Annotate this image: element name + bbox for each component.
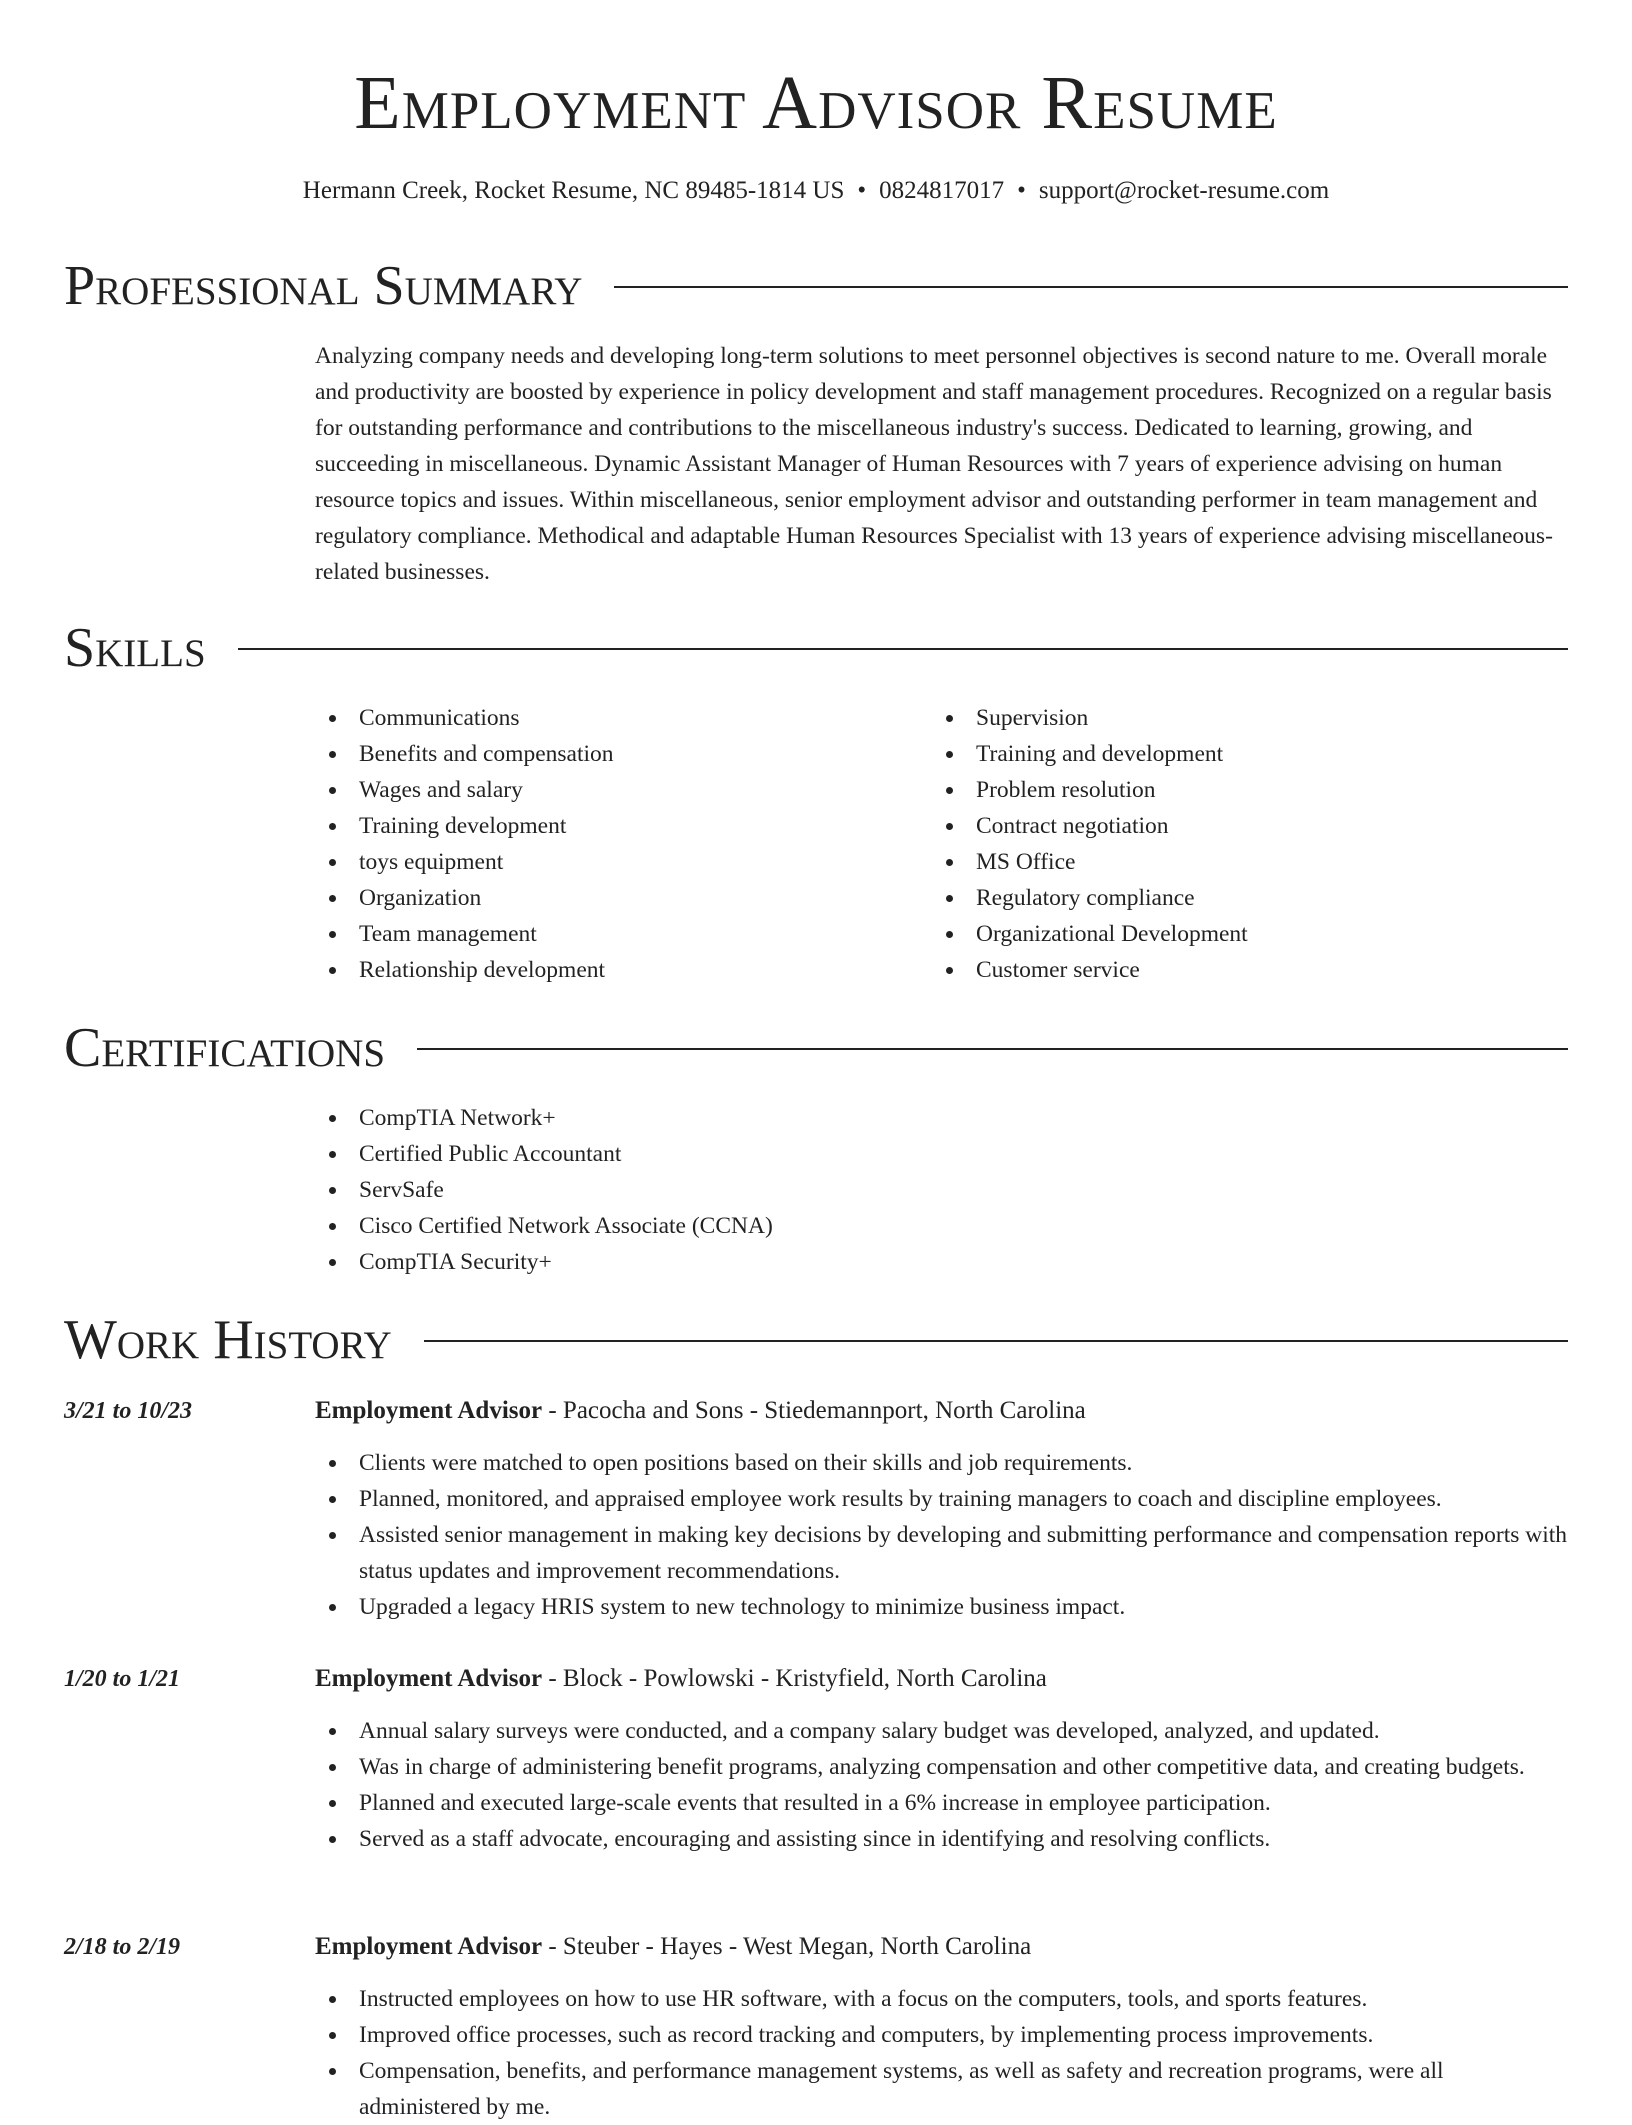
section-divider [417, 1048, 1568, 1050]
bullet-icon [946, 823, 953, 830]
job-bullet: Upgraded a legacy HRIS system to new technology to minimize business impact. [315, 1589, 1568, 1625]
job-company-location: - Pacocha and Sons - Stiedemannport, North Carolina [542, 1397, 1086, 1424]
bullet-icon [329, 1259, 336, 1266]
bullet-icon [329, 1115, 336, 1122]
job-role-line [315, 1929, 1031, 1965]
summary-section-header [64, 254, 1568, 318]
skill-item: Problem resolution [932, 772, 1532, 808]
work-history-section-header [64, 1308, 1568, 1372]
contact-separator: • [1017, 177, 1026, 204]
bullet-icon [329, 1800, 336, 1807]
bullet-icon [329, 1460, 336, 1467]
work-history-heading: Work History [64, 1309, 392, 1371]
bullet-icon [329, 1223, 336, 1230]
job-role-line [315, 1661, 1047, 1697]
bullet-icon [329, 895, 336, 902]
job-dates: 1/20 to 1/21 [64, 1666, 181, 1692]
skill-item: Training development [315, 808, 915, 844]
certification-item: ServSafe [315, 1172, 1215, 1208]
bullet-icon [946, 751, 953, 758]
bullet-icon [329, 1496, 336, 1503]
certification-item: Cisco Certified Network Associate (CCNA) [315, 1208, 1215, 1244]
skills-heading: Skills [64, 617, 206, 679]
contact-phone: 0824817017 [879, 177, 1005, 204]
bullet-icon [946, 967, 953, 974]
job-dates: 2/18 to 2/19 [64, 1934, 181, 1960]
bullet-icon [329, 1764, 336, 1771]
bullet-icon [329, 715, 336, 722]
job-bullet: Planned, monitored, and appraised employee work results by training managers to coach and discipline employees. [315, 1481, 1568, 1517]
job-title: Employment Advisor [315, 1665, 543, 1692]
contact-email: support@rocket-resume.com [1038, 177, 1330, 204]
skill-item: Customer service [932, 952, 1532, 988]
bullet-icon [329, 1836, 336, 1843]
summary-heading: Professional Summary [64, 255, 583, 317]
skill-item: Regulatory compliance [932, 880, 1532, 916]
bullet-icon [329, 1187, 336, 1194]
bullet-icon [329, 967, 336, 974]
skill-item: Organizational Development [932, 916, 1532, 952]
certification-item: Certified Public Accountant [315, 1136, 1215, 1172]
contact-address: Hermann Creek, Rocket Resume, NC 89485-1814 US [302, 177, 845, 204]
skill-item: Wages and salary [315, 772, 915, 808]
job-bullet: Assisted senior management in making key decisions by developing and submitting performance and compensation reports with status updates and improvement recommendations. [315, 1517, 1568, 1589]
certifications-list [315, 1100, 1215, 1280]
bullet-icon [946, 859, 953, 866]
bullet-icon [329, 787, 336, 794]
job-bullet: Improved office processes, such as record tracking and computers, by implementing process improvements. [315, 2017, 1568, 2053]
job-bullets [315, 1445, 1568, 1625]
job-bullet: Annual salary surveys were conducted, and a company salary budget was developed, analyzed, and updated. [315, 1713, 1568, 1749]
skills-section-header [64, 616, 1568, 680]
job-company-location: - Steuber - Hayes - West Megan, North Carolina [542, 1933, 1032, 1960]
job-bullet: Planned and executed large-scale events that resulted in a 6% increase in employee participation. [315, 1785, 1568, 1821]
skill-item: toys equipment [315, 844, 915, 880]
bullet-icon [329, 1604, 336, 1611]
bullet-icon [946, 715, 953, 722]
job-role-line [315, 1393, 1086, 1429]
job-bullets [315, 1981, 1568, 2125]
skill-item: Benefits and compensation [315, 736, 915, 772]
bullet-icon [329, 1728, 336, 1735]
bullet-icon [329, 823, 336, 830]
certification-item: CompTIA Network+ [315, 1100, 1215, 1136]
job-dates: 3/21 to 10/23 [64, 1398, 193, 1424]
skill-item: Team management [315, 916, 915, 952]
skills-list-left [315, 700, 915, 988]
skill-item: Contract negotiation [932, 808, 1532, 844]
bullet-icon [329, 859, 336, 866]
job-bullet: Compensation, benefits, and performance management systems, as well as safety and recreation programs, were all administered by me. [315, 2053, 1568, 2125]
job-title: Employment Advisor [315, 1397, 543, 1424]
skills-list-right [932, 700, 1532, 988]
job-company-location: - Block - Powlowski - Kristyfield, North Carolina [542, 1665, 1047, 1692]
section-divider [424, 1340, 1568, 1342]
skill-item: MS Office [932, 844, 1532, 880]
bullet-icon [946, 787, 953, 794]
certifications-section-header [64, 1016, 1568, 1080]
bullet-icon [329, 1532, 336, 1539]
bullet-icon [329, 931, 336, 938]
job-bullet: Was in charge of administering benefit programs, analyzing compensation and other competitive data, and creating budgets. [315, 1749, 1568, 1785]
contact-separator: • [857, 177, 867, 204]
bullet-icon [946, 931, 953, 938]
bullet-icon [329, 2068, 336, 2075]
job-bullets [315, 1713, 1568, 1857]
contact-line [0, 174, 1632, 208]
job-bullet: Clients were matched to open positions based on their skills and job requirements. [315, 1445, 1568, 1481]
skill-item: Relationship development [315, 952, 915, 988]
job-title: Employment Advisor [315, 1933, 543, 1960]
certification-item: CompTIA Security+ [315, 1244, 1215, 1280]
job-bullet: Served as a staff advocate, encouraging and assisting since in identifying and resolving conflicts. [315, 1821, 1568, 1857]
skill-item: Organization [315, 880, 915, 916]
skill-item: Supervision [932, 700, 1532, 736]
skill-item: Communications [315, 700, 915, 736]
certifications-heading: Certifications [64, 1017, 386, 1079]
bullet-icon [946, 895, 953, 902]
bullet-icon [329, 751, 336, 758]
section-divider [614, 286, 1568, 288]
skill-item: Training and development [932, 736, 1532, 772]
summary-text: Analyzing company needs and developing long-term solutions to meet personnel objectives is second nature to me. Overall morale and productivity are boosted by experience in policy development and staff management procedures. Recognized on a regular basis for outstanding performance and contributions to the miscellaneous industry's success. Dedicated to learning, growing, and succeeding in miscellaneous. Dynamic Assistant Manager of Human Resources with 7 years of experience advising on human resource topics and issues. Within miscellaneous, senior employment advisor and outstanding performer in team management and regulatory compliance. Methodical and adaptable Human Resources Specialist with 13 years of experience advising miscellaneous-related businesses. [315, 343, 1553, 585]
bullet-icon [329, 1151, 336, 1158]
section-divider [238, 648, 1568, 650]
job-bullet: Instructed employees on how to use HR software, with a focus on the computers, tools, and sports features. [315, 1981, 1568, 2017]
bullet-icon [329, 2032, 336, 2039]
bullet-icon [329, 1996, 336, 2003]
resume-title: Employment Advisor Resume [354, 61, 1278, 145]
